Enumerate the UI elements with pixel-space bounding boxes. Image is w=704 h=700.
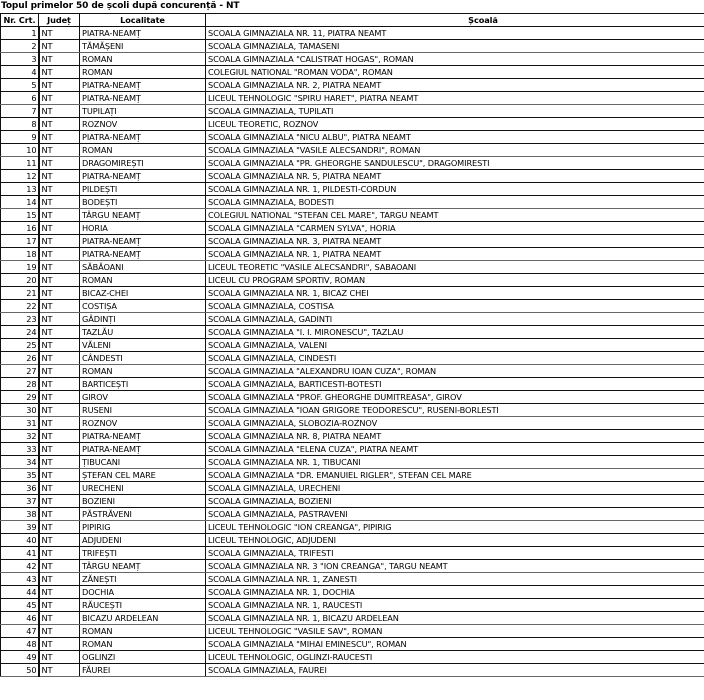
table-row (1, 261, 704, 274)
cell-judet: NT (39, 573, 80, 586)
cell-nr: 3 (1, 53, 39, 66)
cell-scoala: SCOALA GIMNAZIALA "I. I. MIRONESCU", TAZLAU (206, 326, 704, 339)
cell-judet: NT (39, 534, 80, 547)
cell-judet: NT (39, 274, 80, 287)
cell-judet: NT (39, 40, 80, 53)
cell-nr: 50 (1, 664, 39, 677)
cell-localitate: CÂNDESTI (80, 352, 206, 365)
table-row (1, 274, 704, 287)
cell-scoala: SCOALA GIMNAZIALA "DR. EMANUIEL RIGLER", STEFAN CEL MARE (206, 469, 704, 482)
cell-scoala: SCOALA GIMNAZIALA, TAMASENI (206, 40, 704, 53)
cell-scoala: LICEUL TEHNOLOGIC, ADJUDENI (206, 534, 704, 547)
cell-localitate: ROZNOV (80, 417, 206, 430)
cell-nr: 35 (1, 469, 39, 482)
table-row (1, 417, 704, 430)
cell-judet: NT (39, 157, 80, 170)
cell-localitate: ȚIBUCANI (80, 456, 206, 469)
cell-judet: NT (39, 105, 80, 118)
table-row (1, 53, 704, 66)
cell-scoala: SCOALA GIMNAZIALA, GADINTI (206, 313, 704, 326)
table-row (1, 378, 704, 391)
cell-judet: NT (39, 326, 80, 339)
cell-judet: NT (39, 599, 80, 612)
cell-scoala: SCOALA GIMNAZIALA NR. 1, TIBUCANI (206, 456, 704, 469)
cell-localitate: PIATRA-NEAMȚ (80, 131, 206, 144)
cell-scoala: SCOALA GIMNAZIALA NR. 3, PIATRA NEAMT (206, 235, 704, 248)
table-row (1, 222, 704, 235)
cell-scoala: SCOALA GIMNAZIALA NR. 1, PIATRA NEAMT (206, 248, 704, 261)
cell-judet: NT (39, 430, 80, 443)
cell-judet: NT (39, 391, 80, 404)
cell-localitate: TUPILAȚI (80, 105, 206, 118)
cell-scoala: SCOALA GIMNAZIALA NR. 1, BICAZU ARDELEAN (206, 612, 704, 625)
table-row (1, 391, 704, 404)
table-row (1, 612, 704, 625)
cell-nr: 11 (1, 157, 39, 170)
cell-localitate: SĂBĂOANI (80, 261, 206, 274)
table-row (1, 170, 704, 183)
cell-nr: 26 (1, 352, 39, 365)
cell-nr: 42 (1, 560, 39, 573)
table-row (1, 651, 704, 664)
cell-nr: 34 (1, 456, 39, 469)
cell-judet: NT (39, 469, 80, 482)
cell-nr: 21 (1, 287, 39, 300)
cell-judet: NT (39, 456, 80, 469)
cell-localitate: ROMAN (80, 53, 206, 66)
cell-judet: NT (39, 27, 80, 40)
cell-scoala: SCOALA GIMNAZIALA "ELENA CUZA", PIATRA NEAMT (206, 443, 704, 456)
cell-scoala: SCOALA GIMNAZIALA "PROF. GHEORGHE DUMITREASA", GIROV (206, 391, 704, 404)
table-row (1, 625, 704, 638)
cell-judet: NT (39, 638, 80, 651)
cell-judet: NT (39, 209, 80, 222)
schools-table (0, 13, 704, 677)
cell-localitate: TĂMĂȘENI (80, 40, 206, 53)
cell-scoala: SCOALA GIMNAZIALA, BARTICESTI-BOTESTI (206, 378, 704, 391)
cell-scoala: SCOALA GIMNAZIALA, SLOBOZIA-ROZNOV (206, 417, 704, 430)
table-row (1, 287, 704, 300)
cell-localitate: FĂUREI (80, 664, 206, 677)
table-row (1, 638, 704, 651)
cell-scoala: COLEGIUL NATIONAL "ROMAN VODA", ROMAN (206, 66, 704, 79)
cell-scoala: SCOALA GIMNAZIALA NR. 11, PIATRA NEAMT (206, 27, 704, 40)
table-row (1, 248, 704, 261)
cell-localitate: PIATRA-NEAMȚ (80, 443, 206, 456)
cell-nr: 28 (1, 378, 39, 391)
cell-scoala: SCOALA GIMNAZIALA, CINDESTI (206, 352, 704, 365)
cell-scoala: SCOALA GIMNAZIALA "MIHAI EMINESCU", ROMAN (206, 638, 704, 651)
cell-localitate: ROMAN (80, 638, 206, 651)
table-row (1, 365, 704, 378)
cell-scoala: SCOALA GIMNAZIALA, VALENI (206, 339, 704, 352)
cell-localitate: RĂUCEȘTI (80, 599, 206, 612)
cell-scoala: SCOALA GIMNAZIALA, URECHENI (206, 482, 704, 495)
cell-judet: NT (39, 521, 80, 534)
cell-scoala: COLEGIUL NATIONAL "STEFAN CEL MARE", TARGU NEAMT (206, 209, 704, 222)
cell-localitate: BOZIENI (80, 495, 206, 508)
cell-nr: 24 (1, 326, 39, 339)
cell-nr: 8 (1, 118, 39, 131)
cell-scoala: SCOALA GIMNAZIALA, TUPILATI (206, 105, 704, 118)
cell-judet: NT (39, 222, 80, 235)
cell-localitate: PIATRA-NEAMȚ (80, 248, 206, 261)
cell-scoala: LICEUL TEHNOLOGIC "VASILE SAV", ROMAN (206, 625, 704, 638)
table-row (1, 144, 704, 157)
cell-nr: 4 (1, 66, 39, 79)
table-row (1, 469, 704, 482)
table-row (1, 235, 704, 248)
table-row (1, 131, 704, 144)
cell-nr: 14 (1, 196, 39, 209)
cell-localitate: PIPIRIG (80, 521, 206, 534)
cell-judet: NT (39, 365, 80, 378)
cell-scoala: SCOALA GIMNAZIALA "CARMEN SYLVA", HORIA (206, 222, 704, 235)
cell-judet: NT (39, 131, 80, 144)
cell-judet: NT (39, 261, 80, 274)
cell-localitate: PIATRA-NEAMȚ (80, 27, 206, 40)
cell-judet: NT (39, 443, 80, 456)
cell-scoala: SCOALA GIMNAZIALA, BODESTI (206, 196, 704, 209)
cell-nr: 48 (1, 638, 39, 651)
table-row (1, 209, 704, 222)
cell-nr: 29 (1, 391, 39, 404)
cell-scoala: SCOALA GIMNAZIALA, FAUREI (206, 664, 704, 677)
cell-localitate: ROMAN (80, 365, 206, 378)
header-judet: Județ (39, 14, 80, 27)
cell-scoala: SCOALA GIMNAZIALA "PR. GHEORGHE SANDULESCU", DRAGOMIRESTI (206, 157, 704, 170)
header-nr-crt: Nr. Crt. (1, 14, 39, 27)
cell-nr: 36 (1, 482, 39, 495)
cell-localitate: PĂSTRĂVENI (80, 508, 206, 521)
cell-localitate: PIATRA-NEAMȚ (80, 430, 206, 443)
cell-judet: NT (39, 92, 80, 105)
cell-nr: 38 (1, 508, 39, 521)
table-row (1, 326, 704, 339)
cell-nr: 30 (1, 404, 39, 417)
cell-nr: 40 (1, 534, 39, 547)
cell-judet: NT (39, 560, 80, 573)
cell-nr: 16 (1, 222, 39, 235)
cell-scoala: SCOALA GIMNAZIALA NR. 1, BICAZ CHEI (206, 287, 704, 300)
table-row (1, 352, 704, 365)
cell-localitate: TRIFEȘTI (80, 547, 206, 560)
cell-scoala: LICEUL TEHNOLOGIC, OGLINZI-RAUCESTI (206, 651, 704, 664)
cell-localitate: PIATRA-NEAMȚ (80, 79, 206, 92)
cell-scoala: SCOALA GIMNAZIALA NR. 1, ZANESTI (206, 573, 704, 586)
cell-scoala: SCOALA GIMNAZIALA, TRIFESTI (206, 547, 704, 560)
cell-nr: 43 (1, 573, 39, 586)
cell-scoala: SCOALA GIMNAZIALA NR. 5, PIATRA NEAMT (206, 170, 704, 183)
cell-judet: NT (39, 53, 80, 66)
table-row (1, 586, 704, 599)
table-row (1, 92, 704, 105)
cell-judet: NT (39, 66, 80, 79)
cell-localitate: ADJUDENI (80, 534, 206, 547)
cell-nr: 23 (1, 313, 39, 326)
cell-scoala: LICEUL TEHNOLOGIC "SPIRU HARET", PIATRA NEAMT (206, 92, 704, 105)
cell-nr: 20 (1, 274, 39, 287)
cell-nr: 7 (1, 105, 39, 118)
cell-scoala: SCOALA GIMNAZIALA NR. 1, PILDESTI-CORDUN (206, 183, 704, 196)
cell-judet: NT (39, 183, 80, 196)
table-row (1, 560, 704, 573)
cell-judet: NT (39, 300, 80, 313)
cell-scoala: SCOALA GIMNAZIALA, COSTISA (206, 300, 704, 313)
cell-nr: 33 (1, 443, 39, 456)
cell-scoala: SCOALA GIMNAZIALA NR. 2, PIATRA NEAMT (206, 79, 704, 92)
cell-localitate: HORIA (80, 222, 206, 235)
cell-judet: NT (39, 664, 80, 677)
cell-scoala: SCOALA GIMNAZIALA "VASILE ALECSANDRI", ROMAN (206, 144, 704, 157)
cell-judet: NT (39, 508, 80, 521)
table-row (1, 66, 704, 79)
table-row (1, 664, 704, 677)
cell-scoala: SCOALA GIMNAZIALA "IOAN GRIGORE TEODORESCU", RUSENI-BORLESTI (206, 404, 704, 417)
cell-nr: 32 (1, 430, 39, 443)
table-row (1, 404, 704, 417)
cell-localitate: PIATRA-NEAMȚ (80, 170, 206, 183)
table-row (1, 300, 704, 313)
cell-judet: NT (39, 248, 80, 261)
cell-localitate: ROMAN (80, 66, 206, 79)
cell-localitate: OGLINZI (80, 651, 206, 664)
table-row (1, 157, 704, 170)
table-row (1, 313, 704, 326)
cell-nr: 47 (1, 625, 39, 638)
table-row (1, 534, 704, 547)
cell-scoala: LICEUL TEORETIC "VASILE ALECSANDRI", SABAOANI (206, 261, 704, 274)
cell-localitate: ROMAN (80, 274, 206, 287)
table-row (1, 196, 704, 209)
cell-nr: 49 (1, 651, 39, 664)
cell-localitate: DRAGOMIREȘTI (80, 157, 206, 170)
header-scoala: Școală (206, 14, 704, 27)
cell-nr: 22 (1, 300, 39, 313)
cell-nr: 15 (1, 209, 39, 222)
cell-nr: 44 (1, 586, 39, 599)
cell-nr: 25 (1, 339, 39, 352)
cell-nr: 37 (1, 495, 39, 508)
cell-judet: NT (39, 612, 80, 625)
cell-scoala: SCOALA GIMNAZIALA "CALISTRAT HOGAS", ROMAN (206, 53, 704, 66)
cell-localitate: ROZNOV (80, 118, 206, 131)
cell-localitate: COSTIȘA (80, 300, 206, 313)
cell-nr: 12 (1, 170, 39, 183)
cell-localitate: GIROV (80, 391, 206, 404)
cell-judet: NT (39, 404, 80, 417)
table-row (1, 547, 704, 560)
cell-judet: NT (39, 235, 80, 248)
cell-nr: 6 (1, 92, 39, 105)
cell-nr: 9 (1, 131, 39, 144)
cell-scoala: SCOALA GIMNAZIALA NR. 1, DOCHIA (206, 586, 704, 599)
cell-nr: 1 (1, 27, 39, 40)
cell-nr: 2 (1, 40, 39, 53)
cell-judet: NT (39, 339, 80, 352)
cell-judet: NT (39, 495, 80, 508)
cell-nr: 13 (1, 183, 39, 196)
table-row (1, 521, 704, 534)
table-row (1, 495, 704, 508)
cell-judet: NT (39, 417, 80, 430)
cell-scoala: LICEUL TEHNOLOGIC "ION CREANGA", PIPIRIG (206, 521, 704, 534)
cell-localitate: PILDEȘTI (80, 183, 206, 196)
table-row (1, 79, 704, 92)
cell-localitate: DOCHIA (80, 586, 206, 599)
cell-scoala: LICEUL CU PROGRAM SPORTIV, ROMAN (206, 274, 704, 287)
cell-nr: 17 (1, 235, 39, 248)
cell-scoala: SCOALA GIMNAZIALA NR. 8, PIATRA NEAMT (206, 430, 704, 443)
cell-judet: NT (39, 625, 80, 638)
cell-scoala: SCOALA GIMNAZIALA "NICU ALBU", PIATRA NEAMT (206, 131, 704, 144)
cell-scoala: SCOALA GIMNAZIALA NR. 1, RAUCESTI (206, 599, 704, 612)
cell-judet: NT (39, 651, 80, 664)
cell-localitate: TÂRGU NEAMȚ (80, 209, 206, 222)
table-row (1, 183, 704, 196)
cell-localitate: RUSENI (80, 404, 206, 417)
cell-nr: 10 (1, 144, 39, 157)
cell-nr: 46 (1, 612, 39, 625)
cell-scoala: SCOALA GIMNAZIALA "ALEXANDRU IOAN CUZA", ROMAN (206, 365, 704, 378)
table-row (1, 456, 704, 469)
header-localitate: Localitate (80, 14, 206, 27)
cell-localitate: URECHENI (80, 482, 206, 495)
cell-localitate: ROMAN (80, 144, 206, 157)
cell-nr: 41 (1, 547, 39, 560)
table-row (1, 27, 704, 40)
table-row (1, 482, 704, 495)
table-row (1, 430, 704, 443)
cell-scoala: SCOALA GIMNAZIALA, BOZIENI (206, 495, 704, 508)
cell-localitate: BICAZU ARDELEAN (80, 612, 206, 625)
cell-judet: NT (39, 482, 80, 495)
cell-localitate: PIATRA-NEAMȚ (80, 92, 206, 105)
table-row (1, 118, 704, 131)
cell-nr: 45 (1, 599, 39, 612)
table-row (1, 339, 704, 352)
cell-nr: 39 (1, 521, 39, 534)
cell-localitate: ZĂNEȘTI (80, 573, 206, 586)
table-row (1, 599, 704, 612)
cell-localitate: TAZLĂU (80, 326, 206, 339)
cell-localitate: ROMAN (80, 625, 206, 638)
cell-nr: 31 (1, 417, 39, 430)
cell-localitate: BICAZ-CHEI (80, 287, 206, 300)
cell-scoala: SCOALA GIMNAZIALA NR. 3 "ION CREANGA", TARGU NEAMT (206, 560, 704, 573)
cell-nr: 5 (1, 79, 39, 92)
cell-judet: NT (39, 313, 80, 326)
cell-nr: 19 (1, 261, 39, 274)
cell-localitate: VĂLENI (80, 339, 206, 352)
cell-localitate: BARTICEȘTI (80, 378, 206, 391)
cell-localitate: TÂRGU NEAMȚ (80, 560, 206, 573)
table-row (1, 508, 704, 521)
cell-scoala: LICEUL TEORETIC, ROZNOV (206, 118, 704, 131)
cell-nr: 18 (1, 248, 39, 261)
cell-judet: NT (39, 378, 80, 391)
document-title: Topul primelor 50 de școli după concurență - NT (1, 1, 240, 11)
header-row (1, 14, 704, 27)
cell-judet: NT (39, 287, 80, 300)
cell-nr: 27 (1, 365, 39, 378)
cell-scoala: SCOALA GIMNAZIALA, PASTRAVENI (206, 508, 704, 521)
cell-judet: NT (39, 196, 80, 209)
cell-judet: NT (39, 586, 80, 599)
cell-judet: NT (39, 144, 80, 157)
table-row (1, 573, 704, 586)
cell-judet: NT (39, 170, 80, 183)
table-row (1, 40, 704, 53)
cell-judet: NT (39, 352, 80, 365)
cell-judet: NT (39, 547, 80, 560)
cell-localitate: PIATRA-NEAMȚ (80, 235, 206, 248)
cell-judet: NT (39, 79, 80, 92)
cell-localitate: ȘTEFAN CEL MARE (80, 469, 206, 482)
table-row (1, 443, 704, 456)
cell-localitate: BODEȘTI (80, 196, 206, 209)
cell-judet: NT (39, 118, 80, 131)
cell-localitate: GÂDINȚI (80, 313, 206, 326)
table-row (1, 105, 704, 118)
